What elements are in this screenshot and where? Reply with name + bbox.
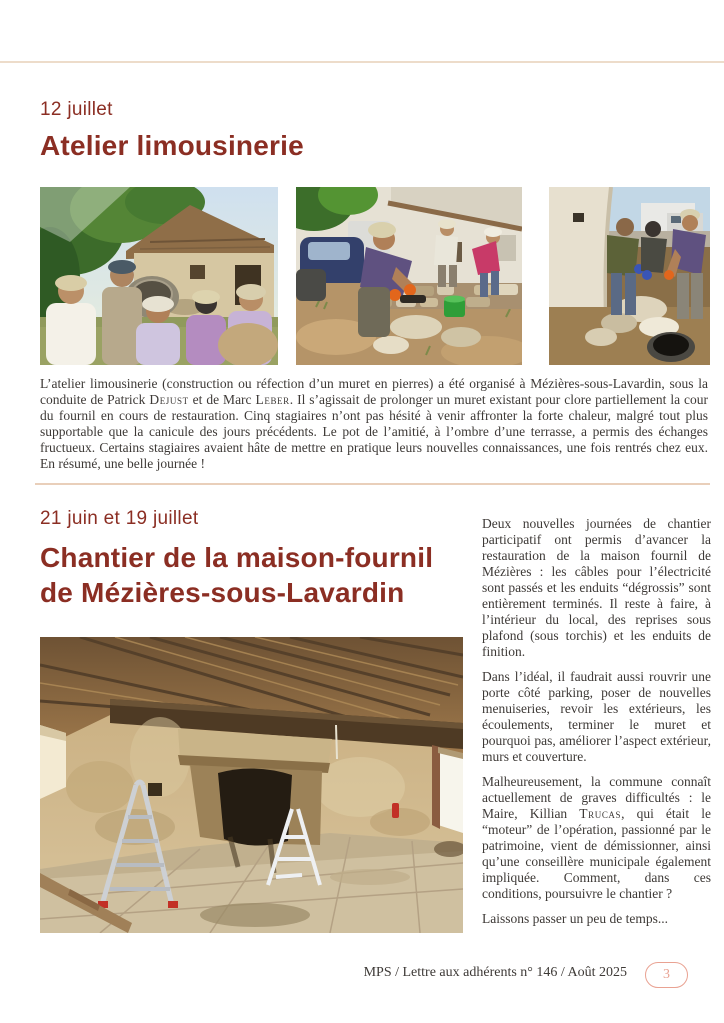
- photo-stone-laying: [549, 187, 710, 365]
- fournil-interior-illustration: [40, 637, 463, 933]
- section2-date: 21 juin et 19 juillet: [40, 508, 199, 529]
- section2-title: [40, 540, 460, 610]
- photo-wall-building: [296, 187, 522, 365]
- section2-paragraph-4: Laissons passer un peu de temps...: [482, 911, 668, 926]
- section2-paragraph-2: Dans l’idéal, il faudrait aussi rouvrir une porte côté parking, poser de nouvelles menuiseries, revoir les extérieurs, les écoulements, terminer le muret et pourquoi pas, améliorer l’aspect extérieur, murs et couverture.: [482, 669, 711, 764]
- section2-paragraph-1: Deux nouvelles journées de chantier participatif ont permis d’avancer la restauration de la maison fournil de Mézières : les câbles pour l’électricité sont passés et les enduits “dégrossis” sont entièrement terminés. Il reste à faire, à l’intérieur du local, des reprises sous plafond (sous torchis) et les enduits de finition.: [482, 516, 711, 659]
- photo-fournil-interior: [40, 637, 463, 933]
- section2-right-column: [482, 516, 711, 936]
- footer-issue-line: MPS / Lettre aux adhérents n° 146 / Août 2025: [363, 965, 627, 980]
- section-divider: [35, 483, 710, 485]
- stone-laying-illustration: [549, 187, 710, 365]
- section1-paragraph: L’atelier limousinerie (construction ou réfection d’un muret en pierres) a été organisé à Mézières-sous-Lavardin, sous la conduite de Patrick Dejust et de Marc Leber. Il s’agissait de prolonger un muret existant pour clore partiellement la cour du fournil en cours de restauration. Cinq stagiaires n’ont pas hésité à venir affronter la forte chaleur, malgré tout plus supportable que la canicule des jours précédents. Le pot de l’amitié, à l’ombre d’une terrasse, a permis des échanges fructueux. Certains stagiaires avaient hâte de mettre en pratique leurs nouvelles connaissances, une fois rentrés chez eux. En résumé, une belle journée !: [40, 376, 709, 471]
- wall-building-illustration: [296, 187, 522, 365]
- section2-paragraph-3: Malheureusement, la commune connaît actuellement de graves difficultés : le Maire, Killian Trucas, qui était le “moteur” de l’opération, passionné par le patrimoine, vient de démissionner, ainsi qu’une conseillère municipale également impliquée. Comment, dans ces conditions, poursuivre le chantier ?: [482, 774, 711, 901]
- page-number-badge: [645, 962, 688, 988]
- photo-workshop-group: [40, 187, 278, 365]
- top-divider: [0, 61, 724, 63]
- workshop-group-illustration: [40, 187, 278, 365]
- section2-title-line1: Chantier de la maison-fournil: [40, 542, 434, 573]
- page-number: 3: [663, 967, 670, 982]
- photo-strip: [40, 187, 710, 365]
- section2-title-line2: de Mézières-sous-Lavardin: [40, 577, 405, 608]
- section1-date: 12 juillet: [40, 99, 113, 120]
- section1-title: Atelier limousinerie: [40, 130, 304, 161]
